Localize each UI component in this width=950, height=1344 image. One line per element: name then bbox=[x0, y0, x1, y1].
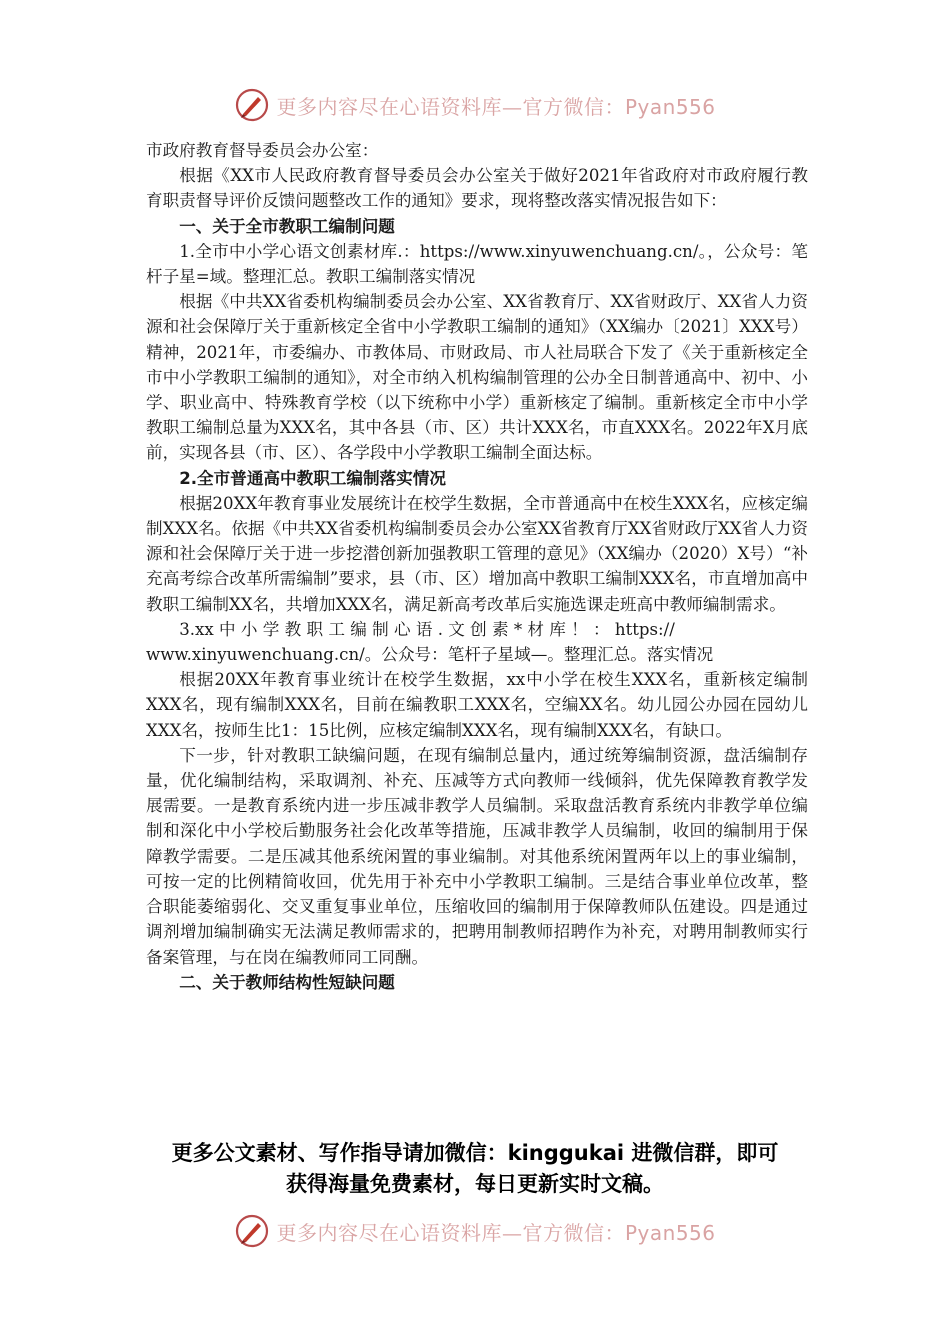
intro-paragraph: 根据《XX市人民政府教育督导委员会办公室关于做好2021年省政府对市政府履行教育职责督导评价反馈问题整改工作的通知》要求，现将整改落实情况报告如下： bbox=[146, 166, 808, 211]
promo-line-1: 更多公文素材、写作指导请加微信：kinggukai 进微信群，即可 bbox=[171, 1141, 779, 1165]
footer-watermark-banner bbox=[0, 1208, 950, 1254]
item2-paragraph: 根据20XX年教育事业发展统计在校学生数据，全市普通高中在校生XXX名，应核定编制XXX名。依据《中共XX省委机构编制委员会办公室XX省教育厅XX省财政厅XX省人力资源和社会保障厅关于进一步挖潜创新加强教职工管理的意见》（XX编办（2020）X号）“补充高考综合改革所需编制”要求，县（市、区）增加高中教职工编制XXX名，市直增加高中教职工编制XX名，共增加XXX名，满足新高考改革后实施选课走班高中教师编制需求。 bbox=[146, 493, 808, 614]
document-body bbox=[146, 138, 808, 995]
section2-heading: 二、关于教师结构性短缺问题 bbox=[179, 972, 395, 992]
next-step-paragraph: 下一步，针对教职工缺编问题，在现有编制总量内，通过统筹编制资源，盘活编制存量，优化编制结构，采取调剂、补充、压减等方式向教师一线倾斜，优先保障教育教学发展需要。一是教育系统内进一步压减非教学人员编制。采取盘活教育系统内非教学单位编制和深化中小学校后勤服务社会化改革等措施，压减非教学人员编制，收回的编制用于保障教学需要。二是压减其他系统闲置的事业编制。对其他系统闲置两年以上的事业编制，可按一定的比例精简收回，优先用于补充中小学教职工编制。三是结合事业单位改革，整合职能萎缩弱化、交叉重复事业单位，压缩收回的编制用于保障教师队伍建设。四是通过调剂增加编制确实无法满足教师需求的，把聘用制教师招聘作为补充，对聘用制教师实行备案管理，与在岗在编教师同工同酬。 bbox=[146, 745, 808, 967]
item3-paragraph: 根据20XX年教育事业统计在校学生数据，xx中小学在校生XXX名，重新核定编制XXX名，现有编制XXX名，目前在编教职工XXX名，空编XX名。幼儿园公办园在园幼儿XXX名，按师生比1：15比例，应核定编制XXX名，现有编制XXX名，有缺口。 bbox=[146, 670, 808, 740]
wechat-id: Pyan556 bbox=[624, 94, 716, 119]
item1-paragraph: 根据《中共XX省委机构编制委员会办公室、XX省教育厅、XX省财政厅、XX省人力资源和社会保障厅关于重新核定全省中小学教职工编制的通知》（XX编办〔2021〕XXX号）精神，2021年，市委编办、市教体局、市财政局、市人社局联合下发了《关于重新核定全市中小学教职工编制的通知》，对全市纳入机构编制管理的公办全日制普通高中、初中、小学、职业高中、特殊教育学校（以下统称中小学）重新核定了编制。重新核定全市中小学教职工编制总量为XXX名，其中各县（市、区）共计XXX名，市直XXX名。2022年X月底前，实现各县（市、区）、各学段中小学教职工编制全面达标。 bbox=[146, 292, 808, 463]
item1-heading: 1.全市中小学心语文创素材库.：https://www.xinyuwenchuang.cn/。，公众号：笔杆子星=域。整理汇总。教职工编制落实情况 bbox=[146, 241, 808, 287]
salutation: 市政府教育督导委员会办公室： bbox=[146, 141, 379, 160]
section1-heading: 一、关于全市教职工编制问题 bbox=[179, 216, 395, 236]
promo-line-2: 获得海量免费素材，每日更新实时文稿。 bbox=[286, 1172, 664, 1196]
pen-circle-icon bbox=[234, 1213, 270, 1249]
watermark-text: 更多内容尽在心语资料库—官方微信：Pyan556 bbox=[276, 94, 716, 119]
pen-circle-icon bbox=[234, 87, 270, 123]
item2-heading: 2.全市普通高中教职工编制落实情况 bbox=[179, 468, 446, 488]
wechat-id: Pyan556 bbox=[624, 1220, 716, 1245]
header-watermark-banner bbox=[0, 82, 950, 128]
watermark-text: 更多内容尽在心语资料库—官方微信：Pyan556 bbox=[276, 1220, 716, 1245]
promo-notice bbox=[100, 1138, 850, 1200]
item3-heading-line2: www.xinyuwenchuang.cn/。公众号：笔杆子星域—。整理汇总。落实情况 bbox=[146, 645, 714, 665]
item3-heading-line1: 3.xx 中 小 学 教 职 工 编 制 心 语 . 文 创 素 * 材 库 ！ ： https:// bbox=[179, 619, 675, 639]
